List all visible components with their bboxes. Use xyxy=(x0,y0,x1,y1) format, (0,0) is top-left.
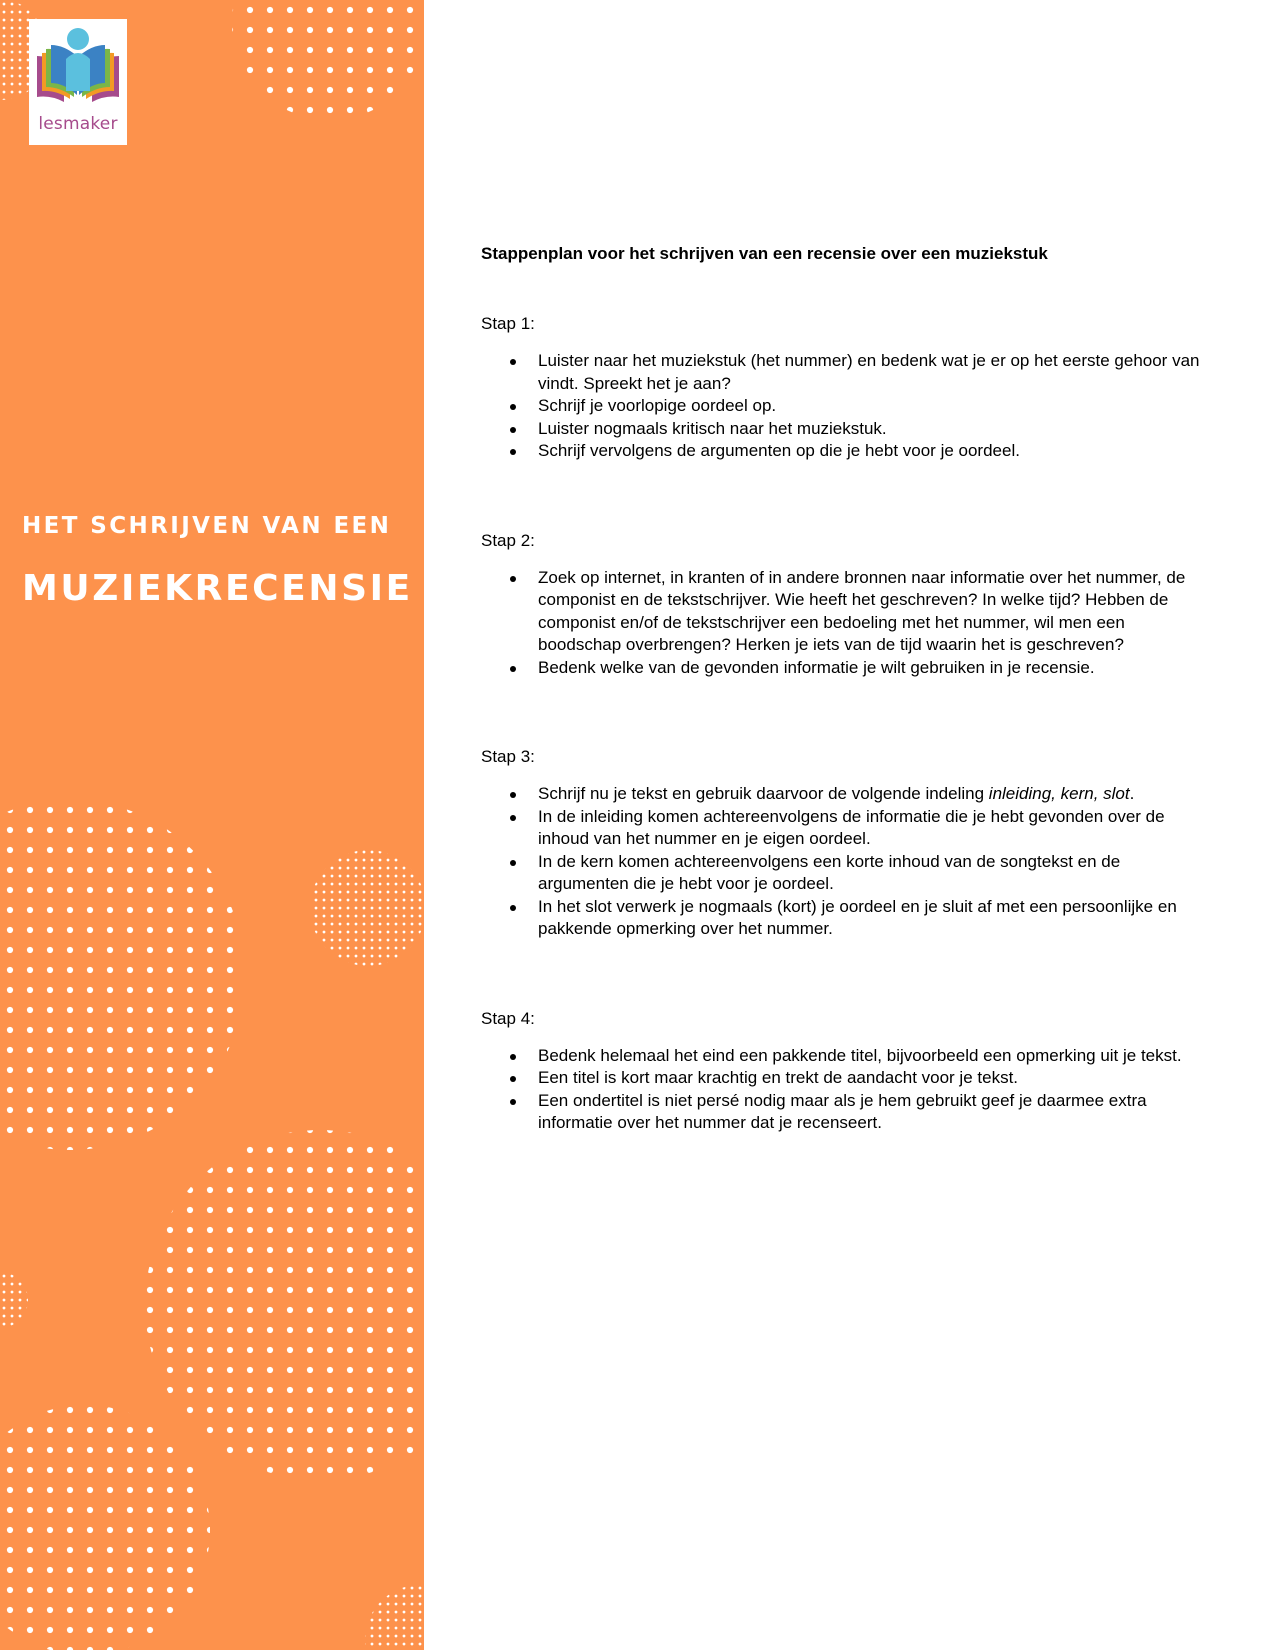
list-item: Bedenk helemaal het eind een pakkende titel, bijvoorbeeld een opmerking uit je tekst. xyxy=(481,1045,1211,1068)
open-book-person-icon xyxy=(29,19,127,119)
list-item: In het slot verwerk je nogmaals (kort) je oordeel en je sluit af met een persoonlijke en pakkende opmerking over het nummer. xyxy=(481,896,1211,941)
document-title: Stappenplan voor het schrijven van een recensie over een muziekstuk xyxy=(481,244,1048,263)
list-item: In de kern komen achtereenvolgens een korte inhoud van de songtekst en de argumenten die je hebt voor je oordeel. xyxy=(481,851,1211,896)
step-3-list xyxy=(481,783,1211,941)
list-item-emphasis: inleiding, kern, slot xyxy=(988,784,1130,803)
list-item: Een ondertitel is niet persé nodig maar als je hem gebruikt geef je daarmee extra informatie over het nummer dat je recenseert. xyxy=(481,1090,1211,1135)
step-2-list xyxy=(481,567,1211,680)
logo-text: lesmaker xyxy=(38,114,118,134)
list-item-text: . xyxy=(1129,784,1135,803)
step-heading: Stap 4: xyxy=(481,1008,535,1028)
dotted-circles-background xyxy=(0,0,424,1650)
list-item: Een titel is kort maar krachtig en trekt de aandacht voor je tekst. xyxy=(481,1067,1211,1090)
cover-sidebar xyxy=(0,0,424,1650)
list-item: In de inleiding komen achtereenvolgens de informatie die je hebt gevonden over de inhoud van het nummer en je eigen oordeel. xyxy=(481,806,1211,851)
list-item: Zoek op internet, in kranten of in andere bronnen naar informatie over het nummer, de componist en de tekstschrijver. Wie heeft het geschreven? In welke tijd? Hebben de componist en/of de tekstschrijver een bedoeling met het nummer, wil men een boodschap overbrengen? Herken je iets van de tijd waarin het is geschreven? xyxy=(481,567,1211,657)
list-item xyxy=(481,783,1211,806)
step-3 xyxy=(481,745,1211,941)
list-item: Bedenk welke van de gevonden informatie je wilt gebruiken in je recensie. xyxy=(481,657,1211,680)
step-1-list xyxy=(481,350,1211,463)
lesmaker-logo xyxy=(29,19,127,145)
list-item: Luister naar het muziekstuk (het nummer) en bedenk wat je er op het eerste gehoor van vindt. Spreekt het je aan? xyxy=(481,350,1211,395)
list-item-text: Schrijf nu je tekst en gebruik daarvoor de volgende indeling xyxy=(538,784,989,803)
list-item: Schrijf vervolgens de argumenten op die je hebt voor je oordeel. xyxy=(481,440,1211,463)
step-2 xyxy=(481,529,1211,680)
step-heading: Stap 1: xyxy=(481,314,535,333)
step-4 xyxy=(481,1007,1211,1135)
document-body xyxy=(481,242,1211,1135)
list-item: Schrijf je voorlopige oordeel op. xyxy=(481,395,1211,418)
step-heading: Stap 2: xyxy=(481,530,535,550)
step-4-list xyxy=(481,1045,1211,1135)
step-1 xyxy=(481,312,1211,463)
step-heading: Stap 3: xyxy=(481,747,535,766)
list-item: Luister nogmaals kritisch naar het muziekstuk. xyxy=(481,418,1211,441)
cover-title: MUZIEKRECENSIE xyxy=(22,568,413,609)
cover-subtitle: HET SCHRIJVEN VAN EEN xyxy=(22,513,392,539)
